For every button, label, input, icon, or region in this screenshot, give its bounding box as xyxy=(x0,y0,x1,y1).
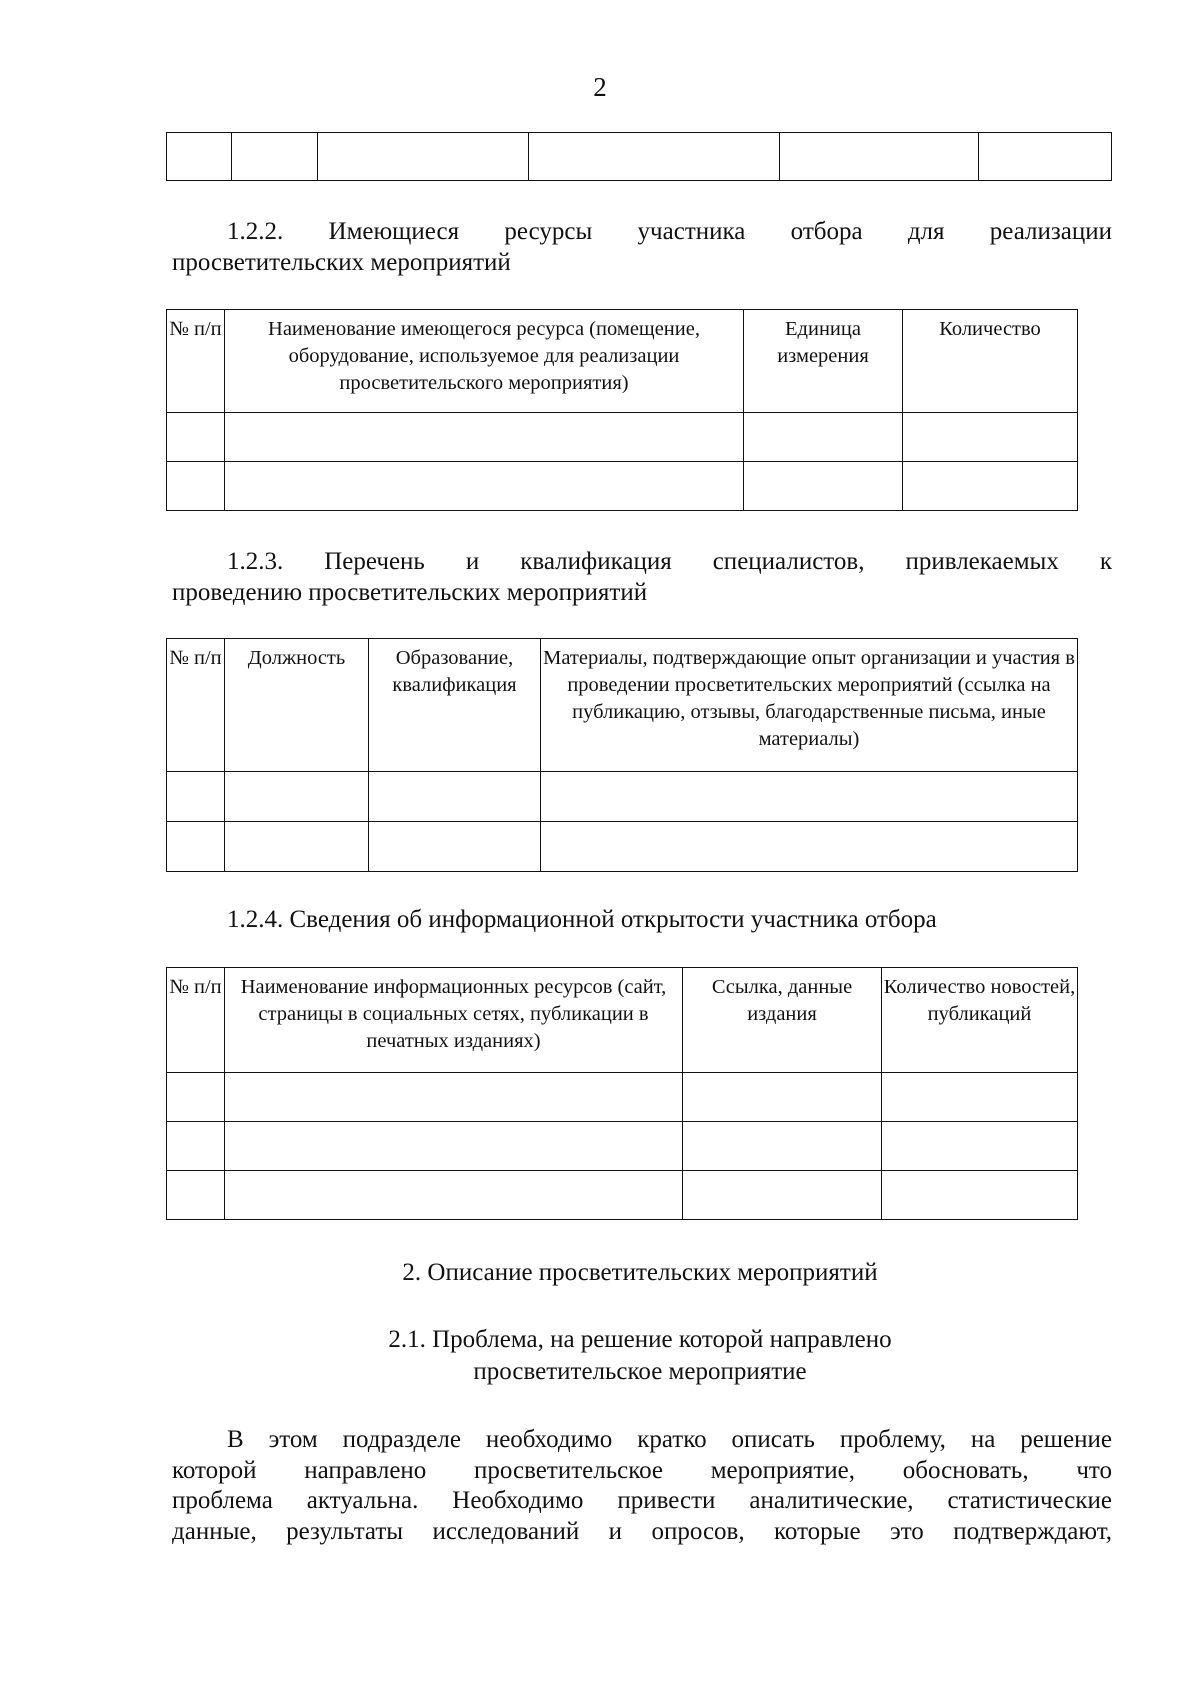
table-row xyxy=(167,1122,1078,1171)
col-header-number: № п/п xyxy=(167,310,225,413)
table-cell[interactable] xyxy=(225,1122,683,1171)
table-cell xyxy=(167,133,232,181)
table-row xyxy=(167,462,1078,511)
table-cell[interactable] xyxy=(541,822,1078,872)
table-cell[interactable] xyxy=(167,772,225,822)
col-header-info-resources: Наименование информационных ресурсов (сайт, страницы в социальных сетях, публикации в печатных изданиях) xyxy=(225,968,683,1073)
specialists-table xyxy=(166,638,1078,872)
table-cell[interactable] xyxy=(903,413,1078,462)
col-header-materials: Материалы, подтверждающие опыт организации и участия в проведении просветительских мероприятий (ссылка на публикацию, отзывы, благодарственные письма, иные материалы) xyxy=(541,639,1078,772)
section-1-2-3-heading: 1.2.3. Перечень и квалификация специалистов, привлекаемых к проведению просветительских мероприятий xyxy=(172,548,1112,606)
table-cell[interactable] xyxy=(167,1171,225,1220)
table-cell[interactable] xyxy=(167,462,225,511)
table-cell[interactable] xyxy=(541,772,1078,822)
table-cell xyxy=(318,133,529,181)
table-header-row xyxy=(167,639,1078,772)
table-cell[interactable] xyxy=(683,1122,882,1171)
col-header-quantity: Количество xyxy=(903,310,1078,413)
table-cell[interactable] xyxy=(225,772,369,822)
table-cell[interactable] xyxy=(225,413,744,462)
table-cell xyxy=(979,133,1112,181)
table-cell[interactable] xyxy=(882,1073,1078,1122)
col-header-count: Количество новостей, публикаций xyxy=(882,968,1078,1073)
table-row xyxy=(167,1073,1078,1122)
col-header-link: Ссылка, данные издания xyxy=(683,968,882,1073)
table-header-row xyxy=(167,310,1078,413)
table-cell[interactable] xyxy=(167,822,225,872)
table-cell[interactable] xyxy=(369,822,541,872)
col-header-resource-name: Наименование имеющегося ресурса (помещение, оборудование, используемое для реализации просветительского мероприятия) xyxy=(225,310,744,413)
table-cell[interactable] xyxy=(882,1122,1078,1171)
section-2-heading: 2. Описание просветительских мероприятий xyxy=(402,1259,878,1286)
table-cell xyxy=(232,133,318,181)
col-header-number: № п/п xyxy=(167,968,225,1073)
table-cell[interactable] xyxy=(225,1073,683,1122)
table-header-row xyxy=(167,968,1078,1073)
table-row xyxy=(167,772,1078,822)
table-cell xyxy=(780,133,979,181)
table-cell[interactable] xyxy=(167,1073,225,1122)
resources-table xyxy=(166,309,1078,511)
table-row xyxy=(167,413,1078,462)
section-2-1-paragraph: В этом подразделе необходимо кратко описать проблему, на решение которой направлено просветительское мероприятие, обосновать, что проблема актуальна. Необходимо привести аналитические, статистические данные, результаты исследований и опросов, которые это подтверждают, xyxy=(172,1426,1112,1545)
info-openness-table xyxy=(166,967,1078,1220)
top-continuation-table xyxy=(166,132,1112,181)
table-cell[interactable] xyxy=(225,462,744,511)
section-1-2-2-heading: 1.2.2. Имеющиеся ресурсы участника отбора для реализации просветительских мероприятий xyxy=(172,218,1112,276)
table-cell[interactable] xyxy=(683,1171,882,1220)
table-row xyxy=(167,133,1112,181)
table-cell[interactable] xyxy=(225,822,369,872)
table-cell[interactable] xyxy=(744,413,903,462)
table-row xyxy=(167,822,1078,872)
col-header-number: № п/п xyxy=(167,639,225,772)
table-cell[interactable] xyxy=(882,1171,1078,1220)
table-cell[interactable] xyxy=(225,1171,683,1220)
table-cell xyxy=(529,133,780,181)
table-cell[interactable] xyxy=(744,462,903,511)
table-cell[interactable] xyxy=(167,1122,225,1171)
col-header-education: Образование, квалификация xyxy=(369,639,541,772)
table-cell[interactable] xyxy=(369,772,541,822)
table-cell[interactable] xyxy=(903,462,1078,511)
page-number: 2 xyxy=(593,72,607,102)
table-cell[interactable] xyxy=(167,413,225,462)
table-cell[interactable] xyxy=(683,1073,882,1122)
section-1-2-4-heading: 1.2.4. Сведения об информационной открытости участника отбора xyxy=(227,906,937,933)
col-header-position: Должность xyxy=(225,639,369,772)
col-header-unit: Единица измерения xyxy=(744,310,903,413)
table-row xyxy=(167,1171,1078,1220)
section-2-1-heading: 2.1. Проблема, на решение которой направлено просветительское мероприятие xyxy=(388,1326,892,1385)
